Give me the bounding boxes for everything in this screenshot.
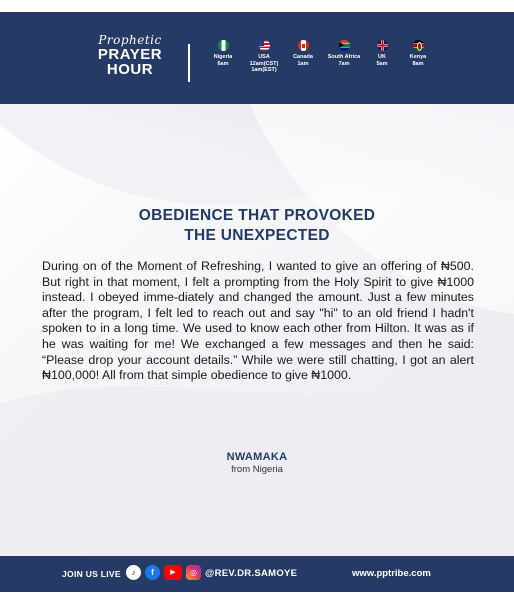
tiktok-icon[interactable]: ♪ <box>126 565 141 580</box>
south-africa-flag-icon <box>339 40 350 51</box>
country-usa: USA 12am(CST) 1am(EST) <box>239 40 289 74</box>
testimony-title <box>40 206 474 246</box>
logo-line-hour: HOUR <box>106 61 154 78</box>
country-nigeria: Nigeria 6am <box>198 40 248 67</box>
instagram-icon[interactable]: ◎ <box>186 565 201 580</box>
title-line-2: THE UNEXPECTED <box>184 227 330 244</box>
country-time-list <box>204 40 440 100</box>
prayer-hour-logo <box>84 34 176 94</box>
author-origin: from Nigeria <box>231 464 283 475</box>
logo-script-text: Prophetic <box>98 33 162 47</box>
social-handle[interactable]: @REV.DR.SAMOYE <box>205 568 298 579</box>
nigeria-flag-icon <box>218 40 229 51</box>
join-us-live-label: JOIN US LIVE <box>62 569 121 579</box>
country-south-africa: South Africa 7am <box>319 40 369 67</box>
title-line-1: OBEDIENCE THAT PROVOKED <box>138 207 376 224</box>
country-uk: UK 5am <box>357 40 407 67</box>
website-link[interactable]: www.pptribe.com <box>352 568 431 579</box>
logo-line-prayer: PRAYER <box>97 46 163 63</box>
facebook-icon[interactable]: f <box>145 565 160 580</box>
usa-flag-icon <box>259 40 270 51</box>
footer-bottom-border <box>0 592 514 600</box>
header-bar <box>0 0 514 104</box>
country-kenya: Kenya 8am <box>393 40 443 67</box>
kenya-flag-icon <box>413 40 424 51</box>
youtube-icon[interactable]: ▶ <box>164 565 182 580</box>
canada-flag-icon <box>298 40 309 51</box>
header-divider <box>188 44 190 82</box>
footer-bar <box>0 556 514 592</box>
testimony-author <box>40 450 474 476</box>
uk-flag-icon <box>377 40 388 51</box>
country-canada: Canada 1am <box>278 40 328 67</box>
testimony-body: During on of the Moment of Refreshing, I wanted to give an offering of ₦500. But right in that moment, I felt a prompting from the Holy Spirit to give ₦1000 instead. I obeyed imme-diately and changed the amount. Just a few minutes after the program, I felt led to reach out and say "hi" to an old friend I hadn't spoken to in a long time. We used to know each other from Hilton. It was as if he was waiting for me! We exchanged a few messages and then he said: “Please drop your account details.” While we were still chatting, I got an alert ₦100,000! All from that simple obedience to give ₦1000. <box>42 259 474 383</box>
author-name: NWAMAKA <box>226 451 288 463</box>
